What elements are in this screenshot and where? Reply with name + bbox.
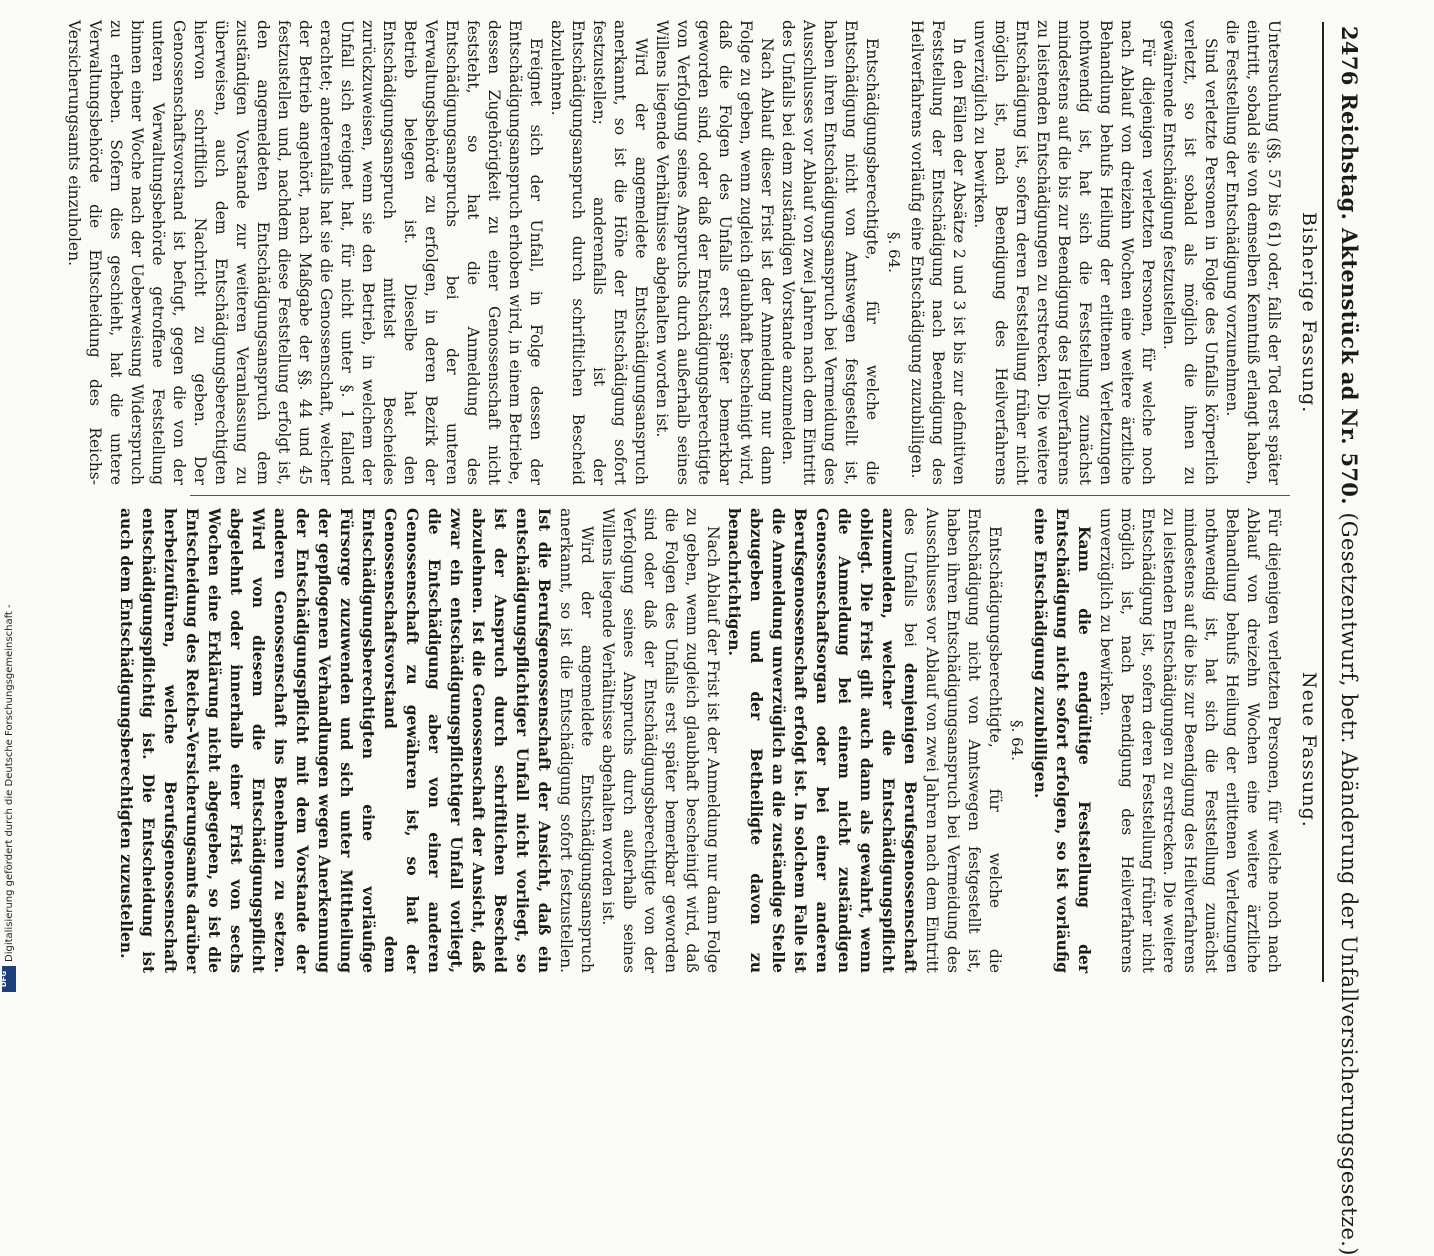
dfg-logo: DFG bbox=[2, 966, 16, 992]
page-header bbox=[1337, 26, 1362, 1256]
new-version-text bbox=[115, 508, 1284, 973]
old-paragraph: In den Fällen der Absätze 2 und 3 ist bis zur definitiven Feststellung der Entschädigung nach Beendigung des Heilverfahrens vorläufig eine Entschädigung zuzubilligen. bbox=[908, 20, 968, 485]
page-number: 2476 bbox=[1337, 26, 1362, 86]
new-paragraph: Nach Ablauf der Frist ist der Anmeldung nur dann Folge zu geben, wenn zugleich glaubhaft bescheinigt wird, daß die Folgen des Unfalls erst später bemerkbar geworden sind oder daß der Entschädigungsberechtigte von der Verfolgung seines Anspruchs durch außerhalb seines Willens liegende Verhältnisse abgehalten worden ist. bbox=[599, 508, 722, 973]
header-rule bbox=[1322, 22, 1324, 982]
document-ref: Aktenstück ad Nr. 570. bbox=[1337, 227, 1362, 505]
new-paragraph-bold: Kann die endgültige Feststellung der Entschädigung nicht sofort erfolgen, so ist vorläufig eine Entschädigung zuzubilligen. bbox=[1031, 508, 1094, 973]
old-paragraph: Ereignet sich der Unfall, in Folge dessen der Entschädigungsanspruch erhoben wird, in einem Betriebe, dessen Zugehörigkeit zu einer Genossenschaft nicht feststeht, so hat die Anmeldung des Entschädigungsanspruchs bei der unteren Verwaltungsbehörde zu erfolgen, in deren Bezirk der Betrieb belegen ist. Dieselbe hat den Entschädigungsanspruch mittelst Bescheides zurückzuweisen, wenn sie den Betrieb, in welchem der Unfall sich ereignet hat, für nicht unter §. 1 fallend erachtet; anderenfalls hat sie die Genossenschaft, welcher der Betrieb angehört, nach Maßgabe der §§. 44 und 45 festzustellen und, nachdem diese Feststellung erfolgt ist, den angemeldeten Entschädigungsanspruch dem zuständigen Vorstande zur weiteren Veranlassung zu überweisen, auch dem Entschädigungsberechtigten hiervon schriftlich Nachricht zu geben. Der Genossenschaftsvorstand ist befugt, gegen die von der unteren Verwaltungsbehörde getroffene Feststellung binnen einer Woche nach der Ueberweisung Widerspruch zu erheben. Sofern dies geschieht, hat die untere Verwaltungsbehörde die Entscheidung des Reichs-Versicherungsamts einzuholen. bbox=[65, 20, 545, 485]
column-divider bbox=[190, 495, 1290, 496]
old-paragraph: Sind verletzte Personen in Folge des Unfalls körperlich verletzt, so ist sobald als möglich die ihnen zu gewährende Entschädigung festzustellen. bbox=[1160, 20, 1220, 485]
new-paragraph: Wird der angemeldete Entschädigungsanspruch anerkannt, so ist die Entschädigung sofort festzustellen. Ist die Berufsgenossenschaft der Ansicht, daß ein entschädigungspflichtiger Unfall nicht vorliegt, so ist der Anspruch durch schriftlichen Bescheid abzulehnen. Ist die Genossenschaft der Ansicht, daß zwar ein entschädigungspflichtiger Unfall vorliegt, die Entschädigung aber von einer anderen Genossenschaft zu gewähren ist, so hat der Genossenschaftsvorstand dem Entschädigungsberechtigten eine vorläufige Fürsorge zuzuwenden und sich unter Mittheilung der gepflogenen Verhandlungen wegen Anerkennung der Entschädigungspflicht mit dem Vorstande der anderen Genossenschaft ins Benehmen zu setzen. Wird von diesem die Entschädigungspflicht abgelehnt oder innerhalb einer Frist von sechs Wochen eine Erklärung nicht abgegeben, so ist die Entscheidung des Reichs-Versicherungsamts darüber herbeizuführen, welche Berufsgenossenschaft entschädigungspflichtig ist. Die Entscheidung ist auch dem Entschädigungsberechtigten zuzustellen. bbox=[117, 508, 596, 973]
old-version-heading: Bisherige Fassung. bbox=[1298, 212, 1320, 414]
old-paragraph: Entschädigungsberechtigte, für welche die Entschädigung nicht von Amtswegen festgestellt ist, haben ihren Entschädigungsanspruch bei Vermeidung des Ausschlusses vor Ablauf von zwei Jahren nach dem Eintritt des Unfalls bei dem zuständigen Vorstande anzumelden. bbox=[779, 20, 881, 485]
old-paragraph: Nach Ablauf dieser Frist ist der Anmeldung nur dann Folge zu geben, wenn zugleich glaubhaft bescheinigt wird, daß die Folgen des Unfalls erst später bemerkbar geworden sind, oder daß der Entschädigungsberechtigte von Verfolgung seines Anspruchs durch außerhalb seines Willens liegende Verhältnisse abgehalten worden ist. bbox=[653, 20, 776, 485]
old-section-64-heading: §. 64. bbox=[885, 232, 903, 273]
old-paragraph: Untersuchung (§§. 57 bis 61) oder, falls der Tod erst später eintritt, sobald sie von demselben Kenntniß erlangt haben, die Feststellung der Entschädigung vorzunehmen. bbox=[1223, 20, 1283, 485]
document-subject: (Gesetzentwurf, betr. Abänderung der Unfallversicherungsgesetze.) bbox=[1337, 512, 1361, 1256]
old-version-text bbox=[63, 20, 1284, 485]
funding-note: Digitalisierung gefördert durch die Deutsche Forschungsgemeinschaft - bbox=[4, 604, 15, 962]
new-paragraph: Für diejenigen verletzten Personen, für welche noch nach Ablauf von dreizehn Wochen eine weitere ärztliche Behandlung behufs Heilung der erlittenen Verletzungen nothwendig ist, hat sich die Feststellung zunächst mindestens auf die bis zur Beendigung des Heilverfahrens zu leistenden Entschädigungen zu erstrecken. Die weitere Entschädigung ist, sofern deren Feststellung früher nicht möglich ist, nach Beendigung des Heilverfahrens unverzüglich zu bewirken. bbox=[1097, 508, 1283, 973]
new-paragraph: Entschädigungsberechtigte, für welche die Entschädigung nicht von Amtswegen festgestellt ist, haben ihren Entschädigungsanspruch bei Vermeidung des Ausschlusses vor Ablauf von zwei Jahren nach dem Eintritt des Unfalls bei demjenigen Berufsgenossenschaft anzumelden, welcher die Entschädigungspflicht obliegt. Die Frist gilt auch dann als gewahrt, wenn die Anmeldung bei einem nicht zuständigen Genossenschaftsorgan oder bei einer anderen Berufsgenossenschaft erfolgt ist. In solchem Falle ist die Anmeldung unverzüglich an die zuständige Stelle abzugeben und der Betheiligte davon zu benachrichtigen. bbox=[725, 508, 1004, 973]
new-version-heading: Neue Fassung. bbox=[1298, 672, 1320, 828]
new-section-64-heading: §. 64. bbox=[1008, 720, 1026, 761]
old-paragraph: Für diejenigen verletzten Personen, für welche noch nach Ablauf von dreizehn Wochen eine weitere ärztliche Behandlung behufs Heilung der erlittenen Verletzungen nothwendig ist, hat sich die Feststellung zunächst mindestens auf die bis zur Beendigung des Heilverfahrens zu leistenden Entschädigungen zu erstrecken. Die weitere Entschädigung ist, sofern deren Feststellung früher nicht möglich ist, nach Beendigung des Heilverfahrens unverzüglich zu bewirken. bbox=[971, 20, 1157, 485]
publication: Reichstag. bbox=[1337, 93, 1362, 221]
old-paragraph: Wird der angemeldete Entschädigungsanspruch anerkannt, so ist die Höhe der Entschädigung sofort festzustellen; anderenfalls ist der Entschädigungsanspruch durch schriftlichen Bescheid abzulehnen. bbox=[548, 20, 650, 485]
